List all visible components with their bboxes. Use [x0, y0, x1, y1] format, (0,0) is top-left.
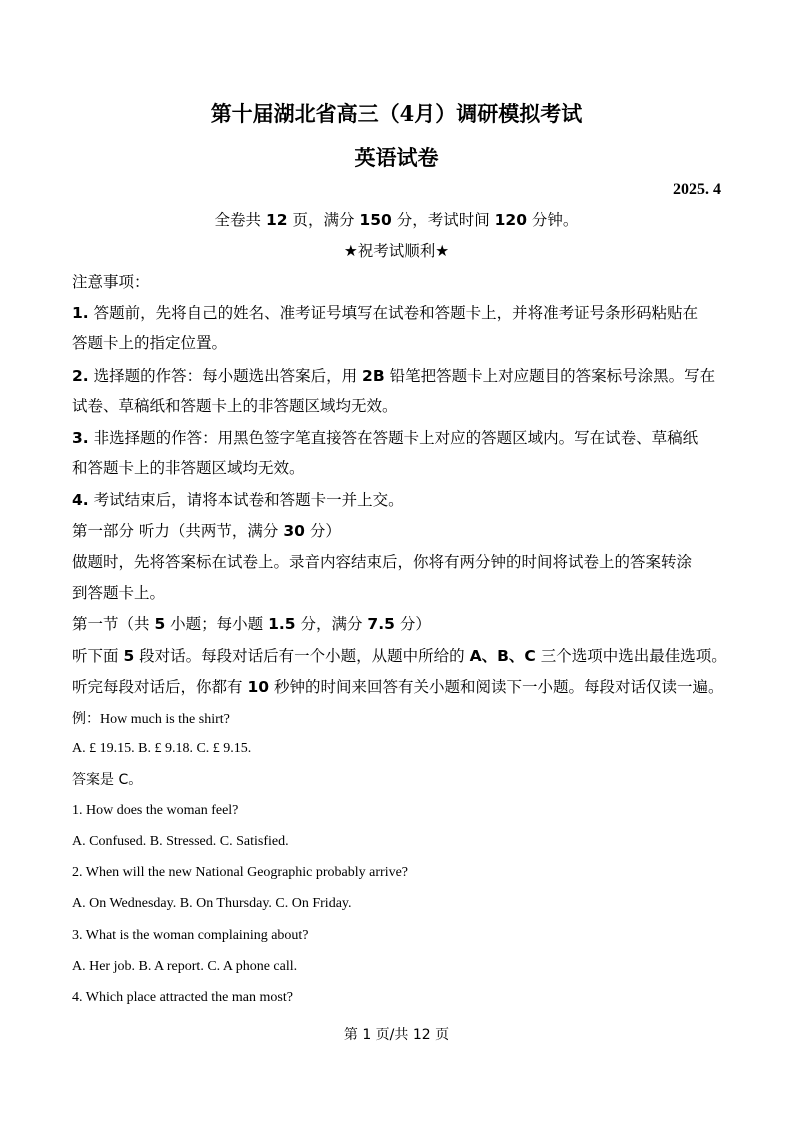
page-footer: 第 1 页/共 12 页 [343, 1027, 450, 1043]
notice-item-1: 1. 答题前，先将自己的姓名、准考证号填写在试卷和答题卡上，并将准考证号条形码粘贴在 [72, 304, 699, 322]
question-4: 4. Which place attracted the man most? [72, 990, 293, 1005]
section1-instructions: 听下面 5 段对话。每段对话后有一个小题，从题中所给的 A、B、C 三个选项中选出最佳选项。 [72, 647, 727, 665]
example-question: 例：How much is the shirt? [72, 711, 230, 727]
exam-title: 第十届湖北省高三（4月）调研模拟考试 [210, 101, 583, 126]
notice-item-3: 3. 非选择题的作答：用黑色签字笔直接答在答题卡上对应的答题区域内。写在试卷、草稿纸 [72, 429, 699, 447]
exam-subtitle: 英语试卷 [354, 145, 439, 170]
example-answer: 答案是 C。 [72, 772, 143, 788]
part1-instructions-cont: 到答题卡上。 [72, 584, 166, 602]
section1-instructions-cont: 听完每段对话后，你都有 10 秒钟的时间来回答有关小题和阅读下一小题。每段对话仅读一遍。 [72, 678, 724, 696]
question-1-options: A. Confused. B. Stressed. C. Satisfied. [72, 834, 289, 849]
part1-instructions: 做题时，先将答案标在试卷上。录音内容结束后，你将有两分钟的时间将试卷上的答案转涂 [72, 553, 693, 571]
part1-heading: 第一部分 听力（共两节，满分 30 分） [72, 522, 341, 540]
notice-item-1-cont: 答题卡上的指定位置。 [72, 334, 228, 352]
exam-wish: ★祝考试顺利★ [343, 242, 450, 260]
exam-info: 全卷共 12 页，满分 150 分，考试时间 120 分钟。 [214, 211, 579, 229]
question-3: 3. What is the woman complaining about? [72, 928, 309, 943]
exam-date: 2025. 4 [673, 181, 721, 198]
question-2-options: A. On Wednesday. B. On Thursday. C. On Friday. [72, 896, 352, 911]
question-3-options: A. Her job. B. A report. C. A phone call. [72, 959, 298, 974]
section1-heading: 第一节（共 5 小题；每小题 1.5 分，满分 7.5 分） [72, 615, 431, 633]
example-options: A. £ 19.15. B. £ 9.18. C. £ 9.15. [72, 741, 252, 756]
notice-item-3-cont: 和答题卡上的非答题区域均无效。 [72, 459, 305, 477]
notice-item-4: 4. 考试结束后，请将本试卷和答题卡一并上交。 [72, 491, 404, 509]
notice-heading: 注意事项： [72, 273, 150, 291]
question-1: 1. How does the woman feel? [72, 803, 239, 818]
notice-item-2-cont: 试卷、草稿纸和答题卡上的非答题区域均无效。 [72, 397, 398, 415]
notice-item-2: 2. 选择题的作答：每小题选出答案后，用 2B 铅笔把答题卡上对应题目的答案标号涂黑。写在 [72, 367, 716, 385]
question-2: 2. When will the new National Geographic probably arrive? [72, 865, 409, 880]
